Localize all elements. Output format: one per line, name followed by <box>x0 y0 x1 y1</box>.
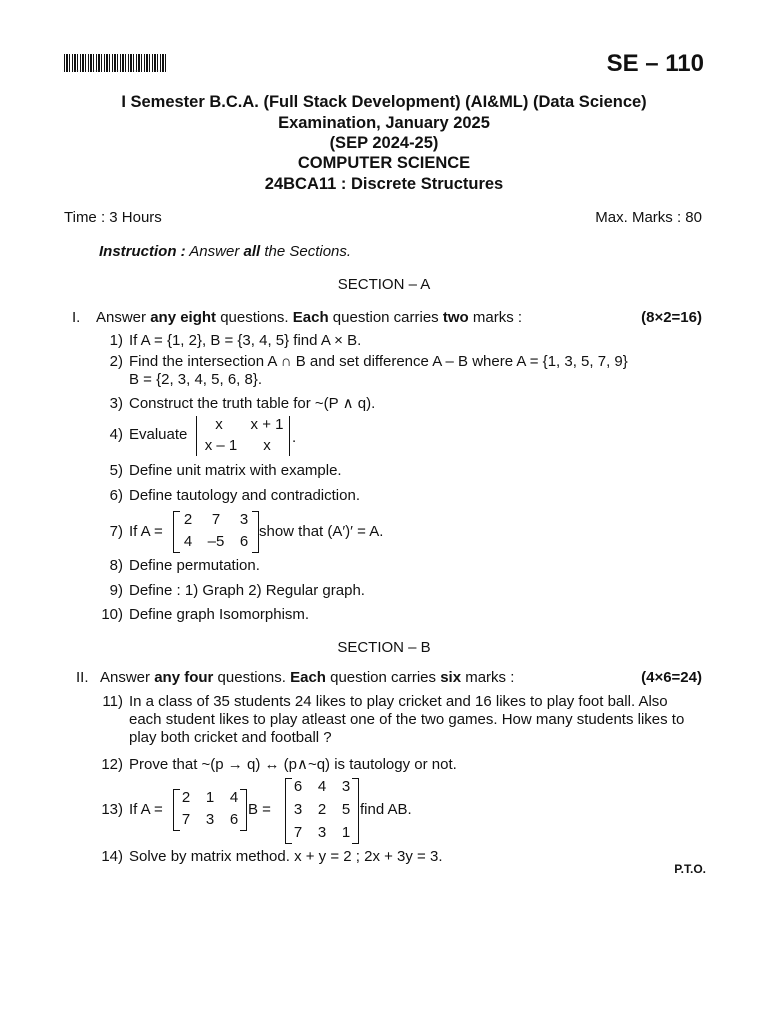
matrix-b <box>285 778 359 844</box>
matrix-a <box>173 789 247 831</box>
section-b-title: SECTION – B <box>337 639 431 656</box>
question-13 <box>88 801 163 819</box>
matrix-cell: 3 <box>341 778 351 795</box>
question-text: Find the intersection A ∩ B and set difference A – B where A = {1, 3, 5, 7, 9} <box>129 353 628 370</box>
max-marks: Max. Marks : 80 <box>595 209 702 226</box>
question-number: 3) <box>109 395 123 412</box>
matrix-cell: 4 <box>317 778 327 795</box>
h: Answer <box>100 669 155 686</box>
question-text: Define unit matrix with example. <box>129 462 342 479</box>
section-a-instruction <box>72 309 522 326</box>
matrix-cell: x <box>263 437 271 454</box>
question-text: Define permutation. <box>129 557 260 574</box>
question-5 <box>88 462 689 480</box>
h: Each <box>292 309 329 326</box>
question-number: 14) <box>101 848 123 865</box>
roman-numeral: II. <box>76 669 89 686</box>
question-number: 10) <box>101 606 123 623</box>
paper-code: SE – 110 <box>606 50 704 77</box>
matrix-cell: 3 <box>205 811 215 828</box>
matrix-cell: 2 <box>317 801 327 818</box>
section-b-marks: (4×6=24) <box>641 669 702 686</box>
roman-numeral: I. <box>72 309 81 326</box>
instruction <box>99 243 351 260</box>
question-text: Prove that ~(p → q) ↔ (p∧~q) is tautology or not. <box>129 756 457 773</box>
h: marks : <box>461 669 515 686</box>
h: two <box>442 309 469 326</box>
question-number: 7) <box>109 523 123 540</box>
h: six <box>440 669 462 686</box>
question-number: 9) <box>109 582 123 599</box>
time-allowed: Time : 3 Hours <box>64 209 162 226</box>
question-13-rest: find AB. <box>360 801 412 818</box>
question-text: B = {2, 3, 4, 5, 6, 8}. <box>129 371 263 388</box>
question-text: If A = <box>129 801 163 818</box>
paper-title: 24BCA11 : Discrete Structures <box>264 175 504 193</box>
h: any eight <box>150 309 217 326</box>
question-text: If A = <box>129 523 163 540</box>
instruction-label: Instruction : <box>99 243 186 260</box>
matrix-cell: x + 1 <box>250 416 284 433</box>
barcode <box>64 54 168 72</box>
matrix-cell: 1 <box>205 789 215 806</box>
matrix-cell: 7 <box>181 811 191 828</box>
question-10 <box>88 606 689 624</box>
question-text: If A = {1, 2}, B = {3, 4, 5} find A × B. <box>129 332 362 349</box>
question-number: 12) <box>101 756 123 773</box>
question-7-rest: show that (A′)′ = A. <box>259 523 384 540</box>
section-a-marks: (8×2=16) <box>641 309 702 326</box>
question-8 <box>88 557 689 575</box>
matrix-cell: x <box>215 416 223 433</box>
question-number: 11) <box>102 693 123 710</box>
question-text: Solve by matrix method. x + y = 2 ; 2x + 3y = 3. <box>129 848 443 865</box>
question-text: Define : 1) Graph 2) Regular graph. <box>129 582 365 599</box>
matrix-cell: 5 <box>341 801 351 818</box>
course-title: I Semester B.C.A. (Full Stack Development) (AI&ML) (Data Science) <box>121 93 647 111</box>
question-2 <box>88 353 689 389</box>
section-b-instruction <box>76 669 514 686</box>
matrix-cell: 1 <box>341 824 351 841</box>
matrix-cell: 7 <box>293 824 303 841</box>
matrix-cell: 3 <box>239 511 249 528</box>
question-number: 8) <box>109 557 123 574</box>
matrix-cell: –5 <box>207 533 225 550</box>
h: question carries <box>325 669 441 686</box>
matrix-cell: 3 <box>317 824 327 841</box>
question-3 <box>88 395 689 413</box>
h: questions. <box>213 669 291 686</box>
question-text: Construct the truth table for ~(P ∧ q). <box>129 395 376 412</box>
question-number: 4) <box>109 426 123 443</box>
h: questions. <box>216 309 293 326</box>
h: any four <box>154 669 214 686</box>
instruction-emphasis: all <box>243 243 261 260</box>
instruction-text: Answer <box>189 243 244 260</box>
question-11 <box>88 693 689 747</box>
h: marks : <box>468 309 523 326</box>
question-9 <box>88 582 689 600</box>
question-number: 13) <box>101 801 123 818</box>
h: question carries <box>328 309 443 326</box>
h: Each <box>290 669 326 686</box>
question-7 <box>88 523 163 541</box>
question-14 <box>88 848 689 866</box>
exam-session: Examination, January 2025 <box>278 114 490 132</box>
question-number: 5) <box>109 462 123 479</box>
matrix-cell: 4 <box>229 789 239 806</box>
matrix-cell: 6 <box>229 811 239 828</box>
question-text: Define tautology and contradiction. <box>129 487 360 504</box>
matrix-cell: 7 <box>211 511 221 528</box>
question-12 <box>88 756 689 774</box>
question-4 <box>88 426 187 444</box>
matrix-cell: 3 <box>293 801 303 818</box>
instruction-text-end: the Sections. <box>260 243 352 260</box>
question-number: 2) <box>109 353 123 370</box>
question-text: Evaluate <box>129 426 188 443</box>
matrix-a <box>173 511 259 553</box>
matrix-cell: 2 <box>181 789 191 806</box>
matrix-cell: 6 <box>293 778 303 795</box>
scheme: (SEP 2024-25) <box>329 134 439 152</box>
question-text: In a class of 35 students 24 likes to play cricket and 16 likes to play foot ball. Also each student likes to play atleast one of the two games. How many students likes to play both cricket and football ? <box>129 693 685 746</box>
section-a-title: SECTION – A <box>337 276 431 293</box>
matrix-cell: 4 <box>183 533 193 550</box>
question-6 <box>88 487 689 505</box>
subject: COMPUTER SCIENCE <box>297 154 471 172</box>
determinant <box>196 416 290 456</box>
matrix-b-label: B = <box>248 801 271 818</box>
matrix-cell: x – 1 <box>204 437 238 454</box>
h: Answer <box>96 309 151 326</box>
question-1 <box>88 332 689 350</box>
period: . <box>292 429 297 446</box>
page-turn-over: P.T.O. <box>674 862 706 876</box>
question-number: 1) <box>109 332 123 349</box>
matrix-cell: 6 <box>239 533 249 550</box>
matrix-cell: 2 <box>183 511 193 528</box>
question-number: 6) <box>109 487 123 504</box>
question-text: Define graph Isomorphism. <box>129 606 310 623</box>
